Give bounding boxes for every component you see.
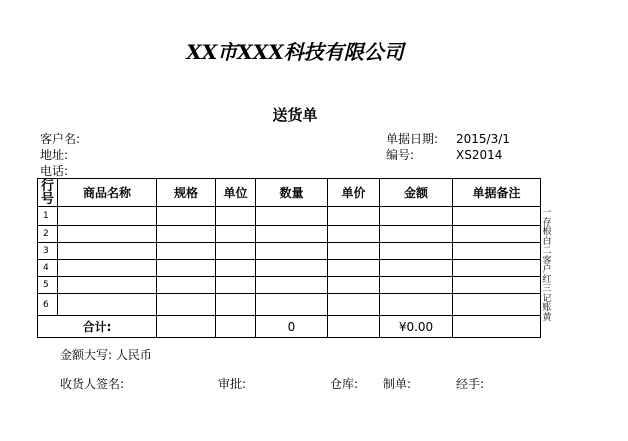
amount-cell[interactable] bbox=[380, 260, 453, 277]
quantity-cell[interactable] bbox=[256, 294, 328, 316]
unit-cell[interactable] bbox=[216, 294, 256, 316]
unit-cell[interactable] bbox=[216, 226, 256, 243]
product-name-cell[interactable] bbox=[58, 277, 157, 294]
unit-price-cell[interactable] bbox=[328, 260, 380, 277]
handler-label: 经手: bbox=[456, 377, 485, 391]
total-unit-cell bbox=[216, 316, 256, 338]
amount-cell[interactable] bbox=[380, 226, 453, 243]
customer-label: 客户名: bbox=[40, 132, 81, 146]
table-row bbox=[38, 277, 541, 294]
copy-distribution-note: 一存根白二客户红三记账黄 bbox=[542, 208, 552, 323]
row-number-cell: 5 bbox=[38, 277, 58, 294]
company-name: XX市XXX科技有限公司 bbox=[186, 40, 404, 64]
remarks-cell[interactable] bbox=[453, 243, 541, 260]
specification-cell[interactable] bbox=[157, 226, 216, 243]
document-title: 送货单 bbox=[272, 106, 318, 124]
remarks-cell[interactable] bbox=[453, 226, 541, 243]
row-number-cell: 2 bbox=[38, 226, 58, 243]
unit-price-cell[interactable] bbox=[328, 277, 380, 294]
row-number-cell: 4 bbox=[38, 260, 58, 277]
table-row bbox=[38, 294, 541, 316]
amount-cell[interactable] bbox=[380, 294, 453, 316]
prepared-by-label: 制单: bbox=[383, 377, 412, 391]
row-number-cell: 1 bbox=[38, 207, 58, 226]
table-header-row bbox=[38, 179, 541, 207]
quantity-cell[interactable] bbox=[256, 207, 328, 226]
total-specification-cell bbox=[157, 316, 216, 338]
header-unit: 单位 bbox=[216, 179, 256, 207]
product-name-cell[interactable] bbox=[58, 294, 157, 316]
address-label: 地址: bbox=[40, 148, 69, 162]
remarks-cell[interactable] bbox=[453, 277, 541, 294]
total-label: 合计: bbox=[38, 316, 157, 338]
amount-cell[interactable] bbox=[380, 277, 453, 294]
product-name-cell[interactable] bbox=[58, 243, 157, 260]
quantity-cell[interactable] bbox=[256, 243, 328, 260]
unit-price-cell[interactable] bbox=[328, 226, 380, 243]
unit-cell[interactable] bbox=[216, 207, 256, 226]
table-row bbox=[38, 243, 541, 260]
row-number-cell: 6 bbox=[38, 294, 58, 316]
remarks-cell[interactable] bbox=[453, 260, 541, 277]
number-value: XS2014 bbox=[456, 148, 503, 162]
unit-price-cell[interactable] bbox=[328, 243, 380, 260]
header-amount: 金额 bbox=[380, 179, 453, 207]
table-row bbox=[38, 260, 541, 277]
total-amount: ¥0.00 bbox=[380, 316, 453, 338]
warehouse-label: 仓库: bbox=[330, 377, 359, 391]
table-total-row bbox=[38, 316, 541, 338]
table-row bbox=[38, 207, 541, 226]
unit-cell[interactable] bbox=[216, 243, 256, 260]
header-remarks: 单据备注 bbox=[453, 179, 541, 207]
unit-cell[interactable] bbox=[216, 277, 256, 294]
amount-cell[interactable] bbox=[380, 243, 453, 260]
header-quantity: 数量 bbox=[256, 179, 328, 207]
unit-cell[interactable] bbox=[216, 260, 256, 277]
total-unit-price-cell bbox=[328, 316, 380, 338]
remarks-cell[interactable] bbox=[453, 207, 541, 226]
goods-table bbox=[37, 178, 541, 338]
product-name-cell[interactable] bbox=[58, 207, 157, 226]
date-label: 单据日期: bbox=[386, 132, 439, 146]
specification-cell[interactable] bbox=[157, 277, 216, 294]
header-product-name: 商品名称 bbox=[58, 179, 157, 207]
approval-label: 审批: bbox=[218, 377, 247, 391]
phone-label: 电话: bbox=[40, 164, 69, 178]
amount-cell[interactable] bbox=[380, 207, 453, 226]
date-value: 2015/3/1 bbox=[456, 132, 510, 146]
row-number-cell: 3 bbox=[38, 243, 58, 260]
specification-cell[interactable] bbox=[157, 243, 216, 260]
total-remarks-cell bbox=[453, 316, 541, 338]
total-quantity: 0 bbox=[256, 316, 328, 338]
amount-in-words-label: 金额大写: 人民币 bbox=[60, 348, 152, 362]
quantity-cell[interactable] bbox=[256, 260, 328, 277]
remarks-cell[interactable] bbox=[453, 294, 541, 316]
receiver-signature-label: 收货人签名: bbox=[60, 377, 125, 391]
specification-cell[interactable] bbox=[157, 260, 216, 277]
quantity-cell[interactable] bbox=[256, 277, 328, 294]
header-unit-price: 单价 bbox=[328, 179, 380, 207]
unit-price-cell[interactable] bbox=[328, 294, 380, 316]
header-row-number: 行号 bbox=[38, 179, 58, 207]
product-name-cell[interactable] bbox=[58, 260, 157, 277]
specification-cell[interactable] bbox=[157, 294, 216, 316]
table-row bbox=[38, 226, 541, 243]
quantity-cell[interactable] bbox=[256, 226, 328, 243]
unit-price-cell[interactable] bbox=[328, 207, 380, 226]
header-specification: 规格 bbox=[157, 179, 216, 207]
number-label: 编号: bbox=[386, 148, 415, 162]
specification-cell[interactable] bbox=[157, 207, 216, 226]
product-name-cell[interactable] bbox=[58, 226, 157, 243]
